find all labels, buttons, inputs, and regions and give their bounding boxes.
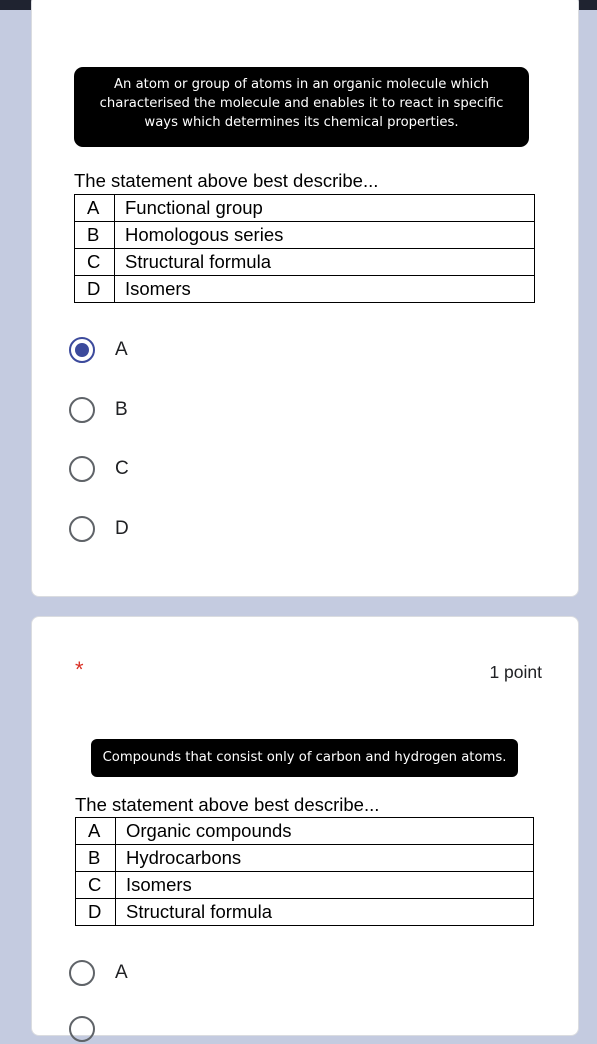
table-cell-text: Isomers <box>115 276 535 303</box>
choice-label: C <box>115 458 129 479</box>
table-row <box>75 276 535 303</box>
table-cell-letter: D <box>75 276 115 303</box>
table-cell-letter: C <box>76 872 116 899</box>
table-cell-text: Structural formula <box>116 899 534 926</box>
table-cell-text: Structural formula <box>115 249 535 276</box>
question-2-statement: The statement above best describe... <box>75 794 380 815</box>
radio-button-icon[interactable] <box>69 516 95 542</box>
table-row <box>75 195 535 222</box>
table-cell-text: Hydrocarbons <box>116 845 534 872</box>
table-cell-text: Organic compounds <box>116 818 534 845</box>
choice-label: A <box>115 339 128 360</box>
table-cell-text: Homologous series <box>115 222 535 249</box>
question-1-banner-text: An atom or group of atoms in an organic molecule which characterised the molecule and enables it to react in specific ways which determines its chemical properties. <box>99 77 504 130</box>
table-row <box>76 899 534 926</box>
question-1-banner <box>74 67 529 147</box>
question-1-options-table <box>74 194 535 303</box>
choice-label: D <box>115 518 129 539</box>
table-cell-letter: B <box>75 222 115 249</box>
choice-c-option[interactable] <box>69 454 129 484</box>
table-row <box>76 872 534 899</box>
table-row <box>75 222 535 249</box>
choice-label: B <box>115 399 128 420</box>
table-cell-text: Functional group <box>115 195 535 222</box>
question-2-options-table <box>75 817 534 926</box>
points-label: 1 point <box>489 662 542 682</box>
choice-b-option[interactable] <box>69 395 128 425</box>
question-card-1 <box>31 0 579 597</box>
question-1-statement: The statement above best describe... <box>74 170 379 191</box>
radio-button-icon[interactable] <box>69 960 95 986</box>
required-asterisk: * <box>75 657 84 682</box>
radio-button-icon[interactable] <box>69 456 95 482</box>
table-row <box>76 845 534 872</box>
question-2-banner <box>91 739 518 777</box>
choice-d-option[interactable] <box>69 514 129 544</box>
table-cell-text: Isomers <box>116 872 534 899</box>
table-row <box>76 818 534 845</box>
table-cell-letter: C <box>75 249 115 276</box>
table-cell-letter: D <box>76 899 116 926</box>
radio-button-icon[interactable] <box>69 397 95 423</box>
table-cell-letter: A <box>75 195 115 222</box>
question-2-banner-text: Compounds that consist only of carbon and hydrogen atoms. <box>102 750 507 765</box>
radio-button-selected-icon[interactable] <box>69 337 95 363</box>
table-row <box>75 249 535 276</box>
table-cell-letter: A <box>76 818 116 845</box>
choice-a-option[interactable] <box>69 335 128 365</box>
q2-choice-a-option[interactable] <box>69 958 128 988</box>
choice-label: A <box>115 962 128 983</box>
q2-choice-b-option-partial[interactable] <box>69 1014 95 1044</box>
table-cell-letter: B <box>76 845 116 872</box>
